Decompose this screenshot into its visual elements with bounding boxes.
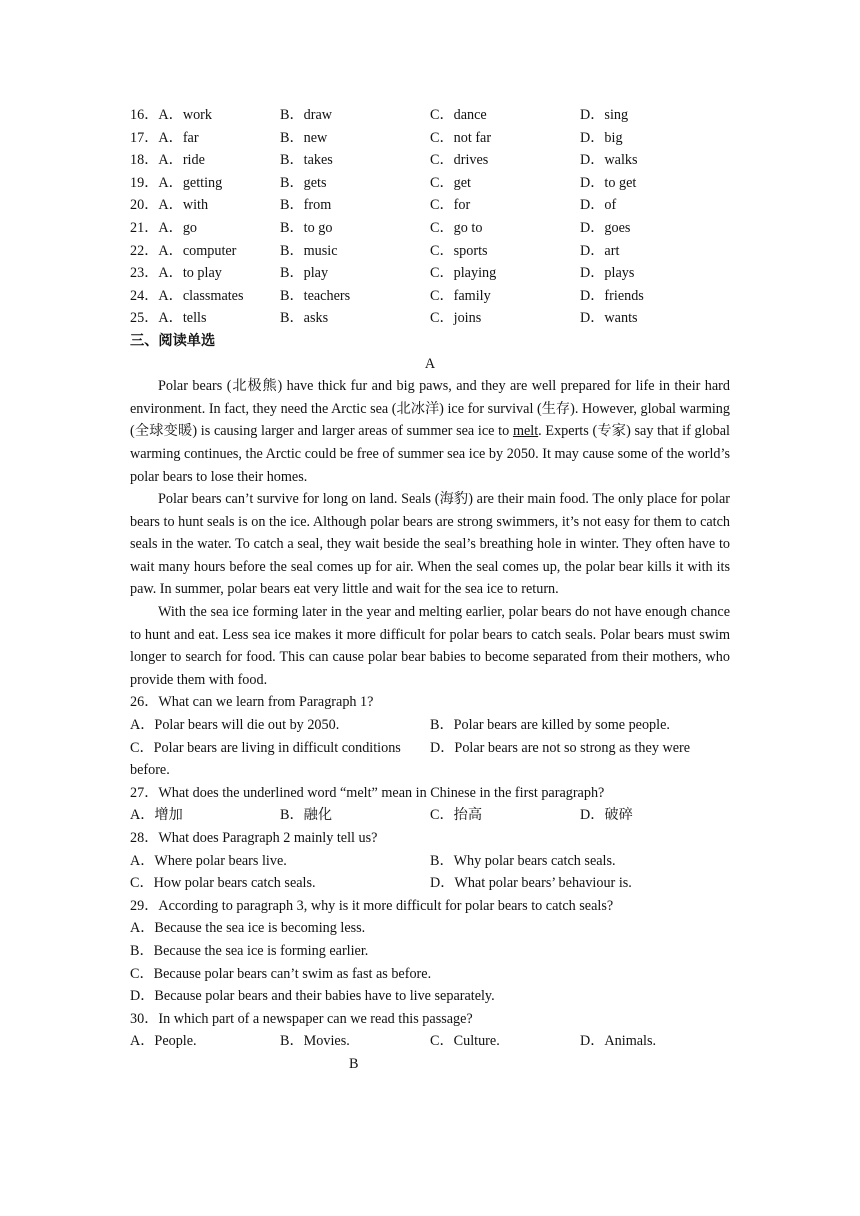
option-d: D．Animals.	[580, 1033, 657, 1050]
question-28-options-cd	[130, 872, 730, 895]
question-28-stem: 28．What does Paragraph 2 mainly tell us?	[130, 830, 378, 846]
option-row-23	[130, 262, 730, 285]
option-a: A．go	[158, 219, 198, 236]
option-a: A．work	[158, 107, 212, 123]
option-b: B．融化	[280, 807, 333, 824]
option-c: C．drives	[430, 152, 489, 169]
option-c: C．sports	[430, 242, 488, 259]
option-c: C．go to	[430, 219, 483, 236]
option-row-21	[130, 217, 730, 240]
option-c: C．not far	[430, 129, 492, 146]
option-a: A．to play	[158, 265, 222, 282]
option-row-25	[130, 307, 730, 330]
option-row-19	[130, 172, 730, 195]
option-b: B．asks	[280, 310, 329, 327]
option-a: A．computer	[158, 242, 237, 259]
option-d: D．What polar bears’ behaviour is.	[430, 875, 632, 892]
option-b: B．draw	[280, 107, 333, 123]
option-a: A．getting	[158, 174, 223, 191]
question-27-stem: 27．What does the underlined word “melt” mean in Chinese in the first paragraph?	[130, 784, 605, 801]
question-26-stem: 26．What can we learn from Paragraph 1?	[130, 694, 374, 711]
passage-b-label: B	[349, 1055, 359, 1072]
option-d: D．sing	[580, 107, 629, 123]
option-c: C．How polar bears catch seals.	[130, 875, 316, 892]
question-number: 22．	[130, 242, 159, 259]
option-a: A．ride	[158, 152, 205, 169]
option-d: D．破碎	[580, 807, 633, 824]
question-number: 24．	[130, 287, 159, 304]
passage-paragraph-2: Polar bears can’t survive for long on land. Seals (海豹) are their main food. The only place for polar bears to hunt seals is on the ice. Although polar bears are strong swimmers, it’s not easy for them to catch seals in the water. To catch a seal, they wait beside the seal’s breathing hole in winter. They often have to wait many hours before the seal comes up for air. When the seal comes up, the polar bear kills it with its paw. In summer, polar bears eat very little and wait for the sea ice to return.	[130, 491, 730, 598]
option-c: C．playing	[430, 265, 497, 282]
option-b: B．takes	[280, 152, 333, 169]
underlined-word: melt	[512, 423, 539, 440]
question-29-stem: 29．According to paragraph 3, why is it more difficult for polar bears to catch seals?	[130, 897, 614, 914]
option-d: D．of	[580, 197, 617, 214]
option-b: B．Movies.	[280, 1033, 350, 1050]
option-d: D．Because polar bears and their babies have to live separately.	[130, 988, 495, 1005]
option-d: D．Polar bears are not so strong as they were	[430, 739, 691, 756]
question-number: 19．	[130, 174, 159, 191]
question-number: 25．	[130, 310, 159, 327]
option-d: D．wants	[580, 310, 638, 327]
option-a: A．People.	[130, 1033, 197, 1050]
option-a: A．Where polar bears live.	[130, 852, 287, 869]
option-a: A．with	[158, 197, 209, 214]
option-c: C．get	[430, 174, 471, 191]
question-26-option-d-continued: before.	[130, 762, 170, 779]
option-row-18	[130, 149, 730, 172]
option-b: B．from	[280, 197, 332, 214]
question-30-options	[130, 1030, 730, 1053]
option-d: D．plays	[580, 265, 635, 282]
option-b: B．teachers	[280, 287, 351, 304]
option-c: C．for	[430, 197, 471, 214]
option-row-24	[130, 285, 730, 308]
option-b: B．to go	[280, 219, 333, 236]
cloze-options	[130, 104, 730, 330]
option-d: D．big	[580, 129, 623, 146]
question-number: 21．	[130, 219, 159, 236]
passage-paragraph-3: With the sea ice forming later in the year and melting earlier, polar bears do not have enough chance to hunt and eat. Less sea ice makes it more difficult for polar bears to catch seals. Polar bears must swim longer to search for food. This can cause polar bear babies to become separated from their mothers, who provide them with food.	[130, 604, 730, 688]
option-c: C．Polar bears are living in difficult conditions	[130, 739, 401, 756]
option-b: B．gets	[280, 174, 327, 191]
question-number: 20．	[130, 197, 159, 214]
option-a: A．classmates	[158, 287, 244, 304]
passage-paragraph-1: Polar bears (北极熊) have thick fur and big paws, and they are well prepared for life in their hard environment. In fact, they need the Arctic sea (北冰洋) ice for survival (生存). However, global warming (全球变暖) is causing larger and larger areas of summer sea ice to melt. Experts (专家) say that if global warming continues, the Arctic could be free of summer sea ice by 2050. It may cause some of the world’s polar bears to lose their homes.	[130, 378, 730, 485]
option-d: D．art	[580, 242, 620, 259]
question-28-options-ab	[130, 850, 730, 873]
question-30-stem: 30．In which part of a newspaper can we read this passage?	[130, 1010, 473, 1027]
option-c: C．Because polar bears can’t swim as fast as before.	[130, 965, 432, 982]
option-c: C．dance	[430, 107, 487, 123]
option-d: D．goes	[580, 219, 631, 236]
section-heading: 三、阅读单选	[130, 332, 216, 349]
option-d: D．to get	[580, 174, 637, 191]
option-row-17	[130, 127, 730, 150]
option-d: D．friends	[580, 287, 644, 304]
option-a: A．增加	[130, 807, 183, 824]
question-number: 23．	[130, 265, 159, 282]
option-row-16	[130, 104, 730, 127]
question-26-options-ab	[130, 714, 730, 737]
exam-page	[130, 104, 730, 1076]
passage-a-label: A	[424, 355, 436, 372]
option-c: C．抬高	[430, 807, 483, 824]
option-a: A．Because the sea ice is becoming less.	[130, 920, 366, 937]
option-b: B．new	[280, 129, 328, 146]
option-b: B．play	[280, 265, 329, 282]
question-26-options-cd	[130, 737, 730, 760]
option-c: C．family	[430, 287, 491, 304]
question-number: 16．	[130, 107, 159, 123]
option-b: B．Polar bears are killed by some people.	[430, 717, 670, 734]
option-a: A．far	[158, 129, 199, 146]
option-d: D．walks	[580, 152, 638, 169]
option-a: A．tells	[158, 310, 207, 327]
option-c: C．Culture.	[430, 1033, 500, 1050]
option-a: A．Polar bears will die out by 2050.	[130, 717, 340, 734]
option-b: B．Because the sea ice is forming earlier.	[130, 942, 369, 959]
option-b: B．music	[280, 242, 338, 259]
question-number: 18．	[130, 152, 159, 169]
question-27-options	[130, 804, 730, 827]
question-number: 17．	[130, 129, 159, 146]
option-row-20	[130, 194, 730, 217]
option-c: C．joins	[430, 310, 482, 327]
option-row-22	[130, 240, 730, 263]
option-b: B．Why polar bears catch seals.	[430, 852, 616, 869]
